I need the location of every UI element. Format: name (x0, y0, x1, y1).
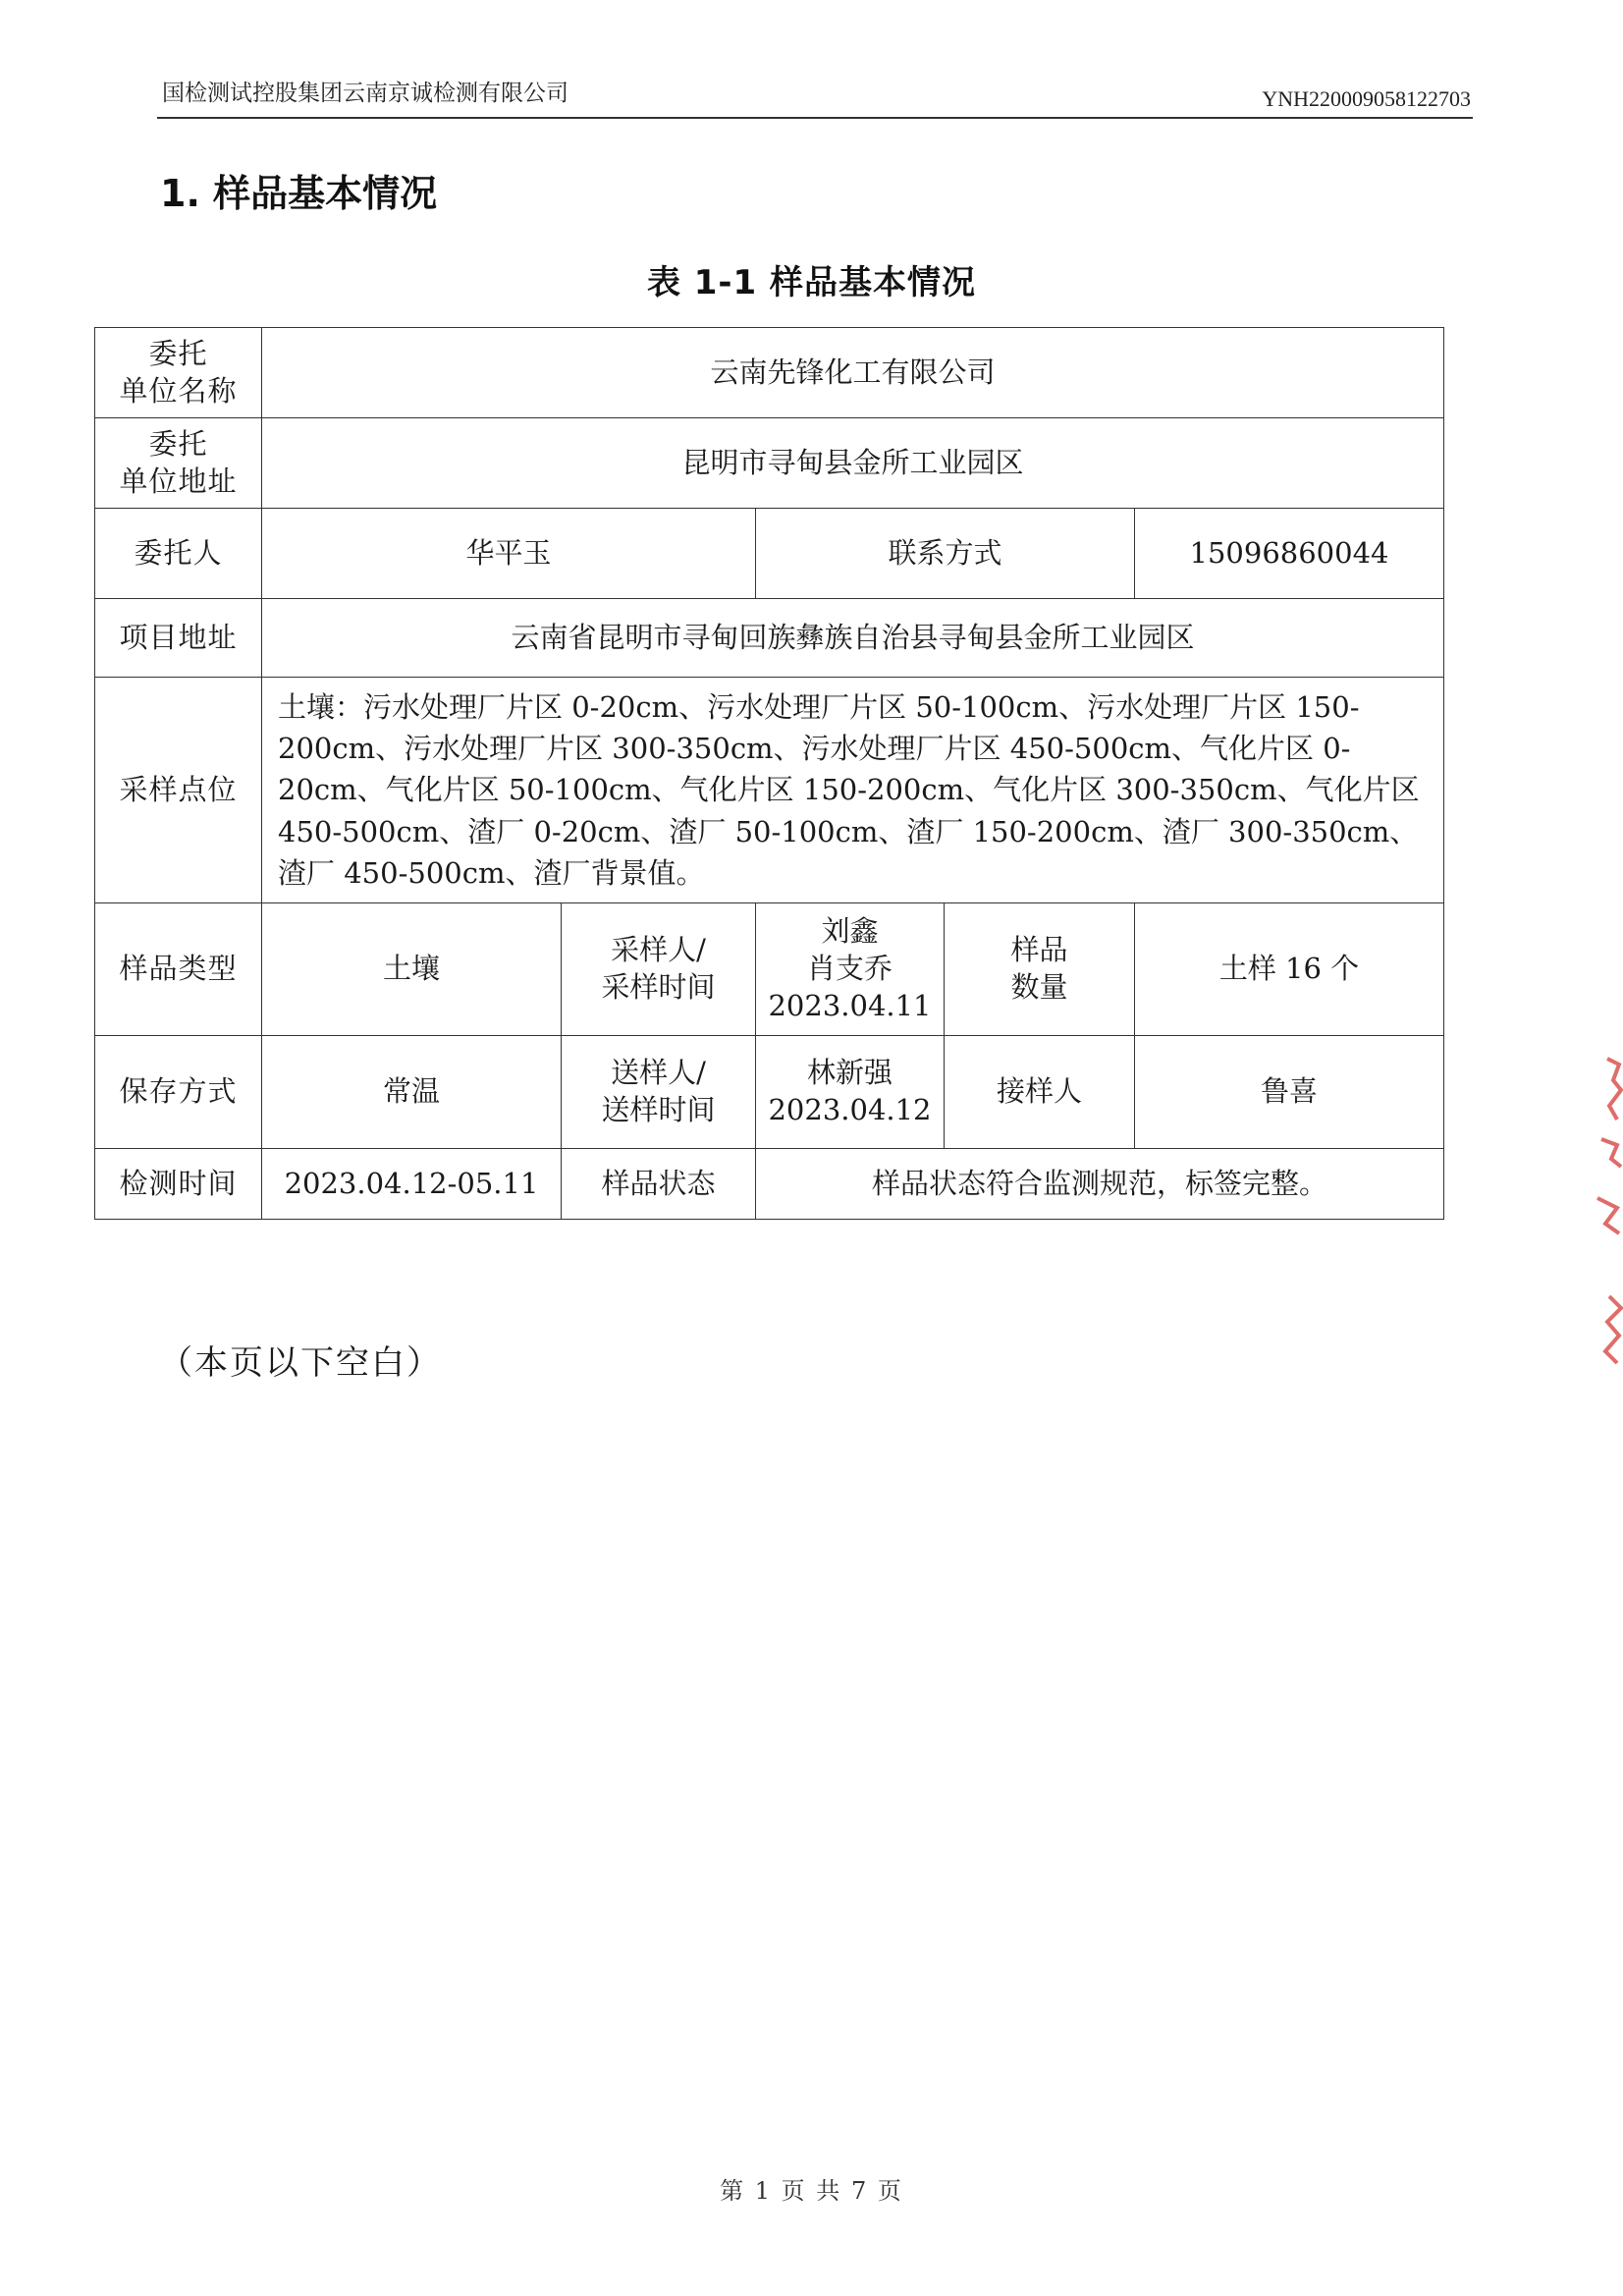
sample-status-label: 样品状态 (562, 1149, 756, 1220)
row-storage (95, 1036, 1444, 1149)
storage-value: 常温 (262, 1036, 562, 1149)
section-title: 1. 样品基本情况 (160, 172, 438, 215)
receiver-label: 接样人 (945, 1036, 1135, 1149)
row-client-address (95, 418, 1444, 509)
project-address-label: 项目地址 (95, 599, 262, 678)
sampling-points-label: 采样点位 (95, 678, 262, 903)
sampler-value: 刘鑫 肖支乔 2023.04.11 (756, 903, 945, 1036)
table-caption: 表 1-1 样品基本情况 (646, 263, 977, 302)
client-name-label: 委托 单位名称 (95, 328, 262, 418)
sample-type-value: 土壤 (262, 903, 562, 1036)
test-time-label: 检测时间 (95, 1149, 262, 1220)
client-name-value: 云南先锋化工有限公司 (262, 328, 1444, 418)
sender-label: 送样人/ 送样时间 (562, 1036, 756, 1149)
seal-stamp-marks (1597, 1059, 1621, 1363)
sample-count-value: 土样 16 个 (1135, 903, 1444, 1036)
sampling-points-value: 土壤：污水处理厂片区 0-20cm、污水处理厂片区 50-100cm、污水处理厂片区 150-200cm、污水处理厂片区 300-350cm、污水处理厂片区 450-500cm、气化片区 0-20cm、气化片区 50-100cm、气化片区 150-200cm、气化片区 300-350cm、气化片区 450-500cm、渣厂 0-20cm、渣厂 50-100cm、渣厂 150-200cm、渣厂 300-350cm、渣厂 450-500cm、渣厂背景值。 (262, 678, 1444, 903)
seal-stamp-fragment (1588, 1051, 1623, 1385)
row-client-name (95, 328, 1444, 418)
header-divider (157, 117, 1473, 119)
client-address-label: 委托 单位地址 (95, 418, 262, 509)
sender-value: 林新强 2023.04.12 (756, 1036, 945, 1149)
header-company: 国检测试控股集团云南京诚检测有限公司 (162, 81, 568, 106)
receiver-value: 鲁喜 (1135, 1036, 1444, 1149)
sample-count-label: 样品 数量 (945, 903, 1135, 1036)
sample-type-label: 样品类型 (95, 903, 262, 1036)
row-test-time (95, 1149, 1444, 1220)
test-time-value: 2023.04.12-05.11 (262, 1149, 562, 1220)
blank-page-note: （本页以下空白） (159, 1343, 442, 1383)
client-person-label: 委托人 (95, 509, 262, 599)
sample-info-table (94, 327, 1444, 1220)
row-project-address (95, 599, 1444, 678)
project-address-value: 云南省昆明市寻甸回族彝族自治县寻甸县金所工业园区 (262, 599, 1444, 678)
client-person-value: 华平玉 (262, 509, 756, 599)
row-sample-type (95, 903, 1444, 1036)
row-sampling-points (95, 678, 1444, 903)
report-number: YNH220009058122703 (1262, 86, 1471, 111)
row-client-person (95, 509, 1444, 599)
storage-label: 保存方式 (95, 1036, 262, 1149)
page-footer: 第 1 页 共 7 页 (720, 2177, 903, 2205)
contact-label: 联系方式 (756, 509, 1135, 599)
client-address-value: 昆明市寻甸县金所工业园区 (262, 418, 1444, 509)
sampler-label: 采样人/ 采样时间 (562, 903, 756, 1036)
contact-value: 15096860044 (1135, 509, 1444, 599)
sample-status-value: 样品状态符合监测规范，标签完整。 (756, 1149, 1444, 1220)
